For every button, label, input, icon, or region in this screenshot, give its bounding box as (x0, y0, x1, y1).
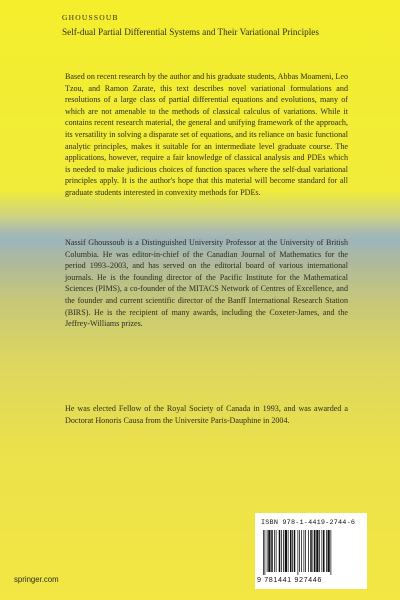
barcode-bar (294, 530, 296, 572)
barcode-digits: 9 781441 927446 (257, 575, 322, 584)
barcode-bar (316, 530, 318, 572)
barcode-bar (285, 530, 287, 572)
barcode-bar (283, 530, 284, 572)
barcode-bar (298, 530, 299, 575)
barcode-bar (290, 530, 292, 572)
isbn-label: ISBN 978-1-4419-2744-6 (261, 519, 356, 527)
author-honors-paragraph: He was elected Fellow of the Royal Society of Canada in 1993, and was awarded a Doctorat Honoris Causa from the Universite Paris-Dauphine in 2004. (65, 404, 348, 425)
barcode-bar (301, 530, 302, 572)
barcode-bar (288, 530, 289, 572)
barcode-bar (271, 530, 273, 572)
barcode-bar (323, 530, 325, 572)
barcode-bar (319, 530, 320, 572)
barcode-bar (281, 530, 282, 572)
barcode-bars (263, 530, 359, 575)
barcode-bar (276, 530, 277, 572)
barcode-bar (314, 530, 316, 572)
author-name: GHOUSSOUB (62, 13, 119, 22)
barcode-bar (299, 530, 300, 572)
barcode-bar (263, 530, 264, 575)
barcode-bar (305, 530, 306, 572)
description-paragraph: Based on recent research by the author and his graduate students, Abbas Moameni, Leo Tzou, and Ramon Zarate, this text describes novel variational formulations and resolutions of a large class of partial differential equations and evolutions, many of which are not amenable to the methods of classical calculus of variations. While it contains recent research material, the general and unifying framework of the approach, its versatility in solving a disparate set of equations, and its reliance on basic functional analytic principles, makes it suitable for an intermediate level graduate course. The applications, however, require a fair knowledge of classical analysis and PDEs which is needed to make judicious choices of function spaces where the self-dual variational principles apply. It is the author's hope that this material will become standard for all graduate students interested in convexity methods for PDEs. (65, 72, 348, 197)
barcode-bar (326, 530, 327, 572)
barcode-bar (292, 530, 293, 572)
barcode-bar (308, 530, 309, 572)
barcode-bar (310, 530, 312, 572)
book-title: Self-dual Partial Differential Systems and Their Variational Principles (62, 27, 319, 37)
barcode-bar (274, 530, 275, 572)
isbn-barcode (255, 513, 367, 589)
barcode-bar (265, 530, 266, 575)
publisher-url: springer.com (14, 575, 59, 584)
barcode-bar (268, 530, 270, 572)
author-bio-paragraph: Nassif Ghoussoub is a Distinguished University Professor at the University of British Columbia. He was editor-in-chief of the Canadian Journal of Mathematics for the period 1993–2003, and has served on the editorial board of various international journals. He is the founding director of the Pacific Institute for the Mathematical Sciences (PIMS), a co-founder of the MITACS Network of Centres of Excellence, and the founder and current scientific director of the Banff International Research Station (BIRS). He is the recipient of many awards, including the Coxeter-James, and the Jeffrey-Williams prizes. (65, 238, 348, 329)
barcode-bar (313, 530, 314, 572)
barcode-bar (304, 530, 305, 572)
barcode-bar (328, 530, 330, 572)
barcode-bar (322, 530, 323, 572)
barcode-bar (267, 530, 268, 572)
barcode-bar (331, 530, 332, 575)
barcode-bar (279, 530, 281, 572)
